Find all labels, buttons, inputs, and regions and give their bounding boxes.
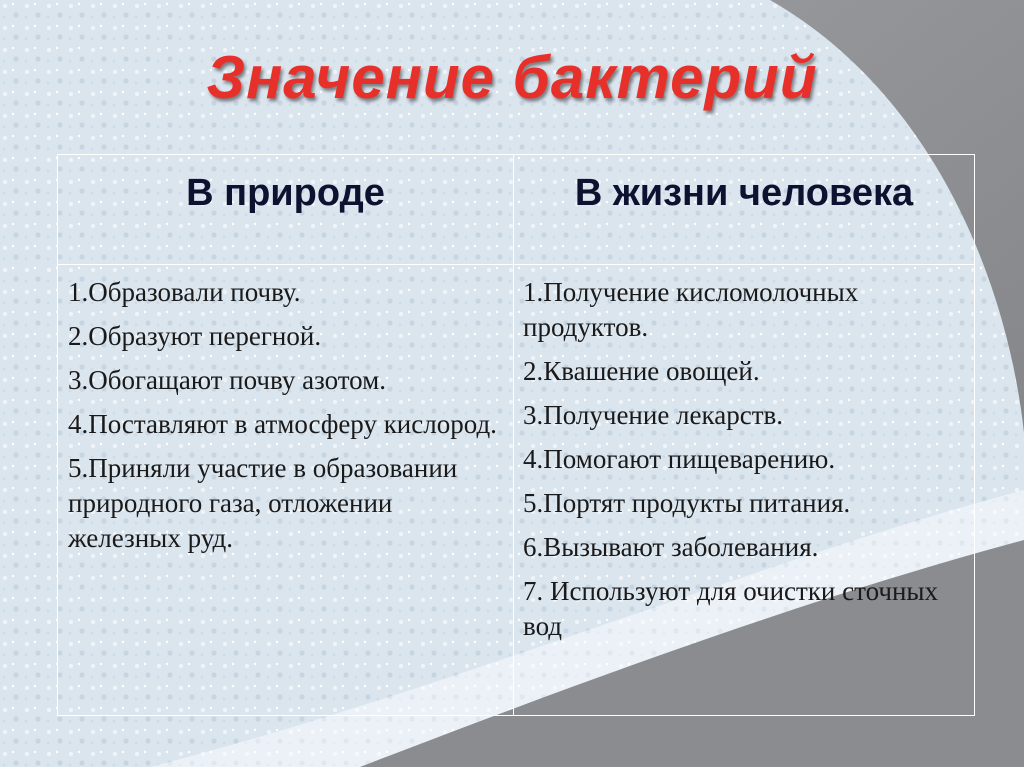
list-item: 2.Квашение овощей. xyxy=(523,356,760,386)
list-item: 5.Портят продукты питания. xyxy=(523,488,851,518)
header-nature: В природе xyxy=(186,172,385,214)
list-item: 1.Образовали почву. xyxy=(68,277,301,307)
header-human-life: В жизни человека xyxy=(574,172,914,214)
list-item: 6.Вызывают заболевания. xyxy=(523,532,819,562)
list-item: 1.Получение кисломолочных продуктов. xyxy=(523,277,859,342)
slide-title: Значение бактерий xyxy=(206,44,818,111)
list-item: 2.Образуют перегной. xyxy=(68,321,322,351)
nature-list xyxy=(68,275,498,556)
list-item: 4.Поставляют в атмосферу кислород. xyxy=(68,409,497,439)
header-divider xyxy=(58,264,974,265)
list-item: 3.Обогащают почву азотом. xyxy=(68,365,386,395)
list-item: 7. Используют для очистки сточных вод xyxy=(523,576,939,641)
comparison-table xyxy=(57,154,975,716)
list-item: 3.Получение лекарств. xyxy=(523,400,783,430)
human-life-list xyxy=(523,275,963,644)
list-item: 4.Помогают пищеварению. xyxy=(523,444,836,474)
list-item: 5.Приняли участие в образовании природного газа, отложении железных руд. xyxy=(68,453,458,553)
column-divider xyxy=(513,155,514,715)
